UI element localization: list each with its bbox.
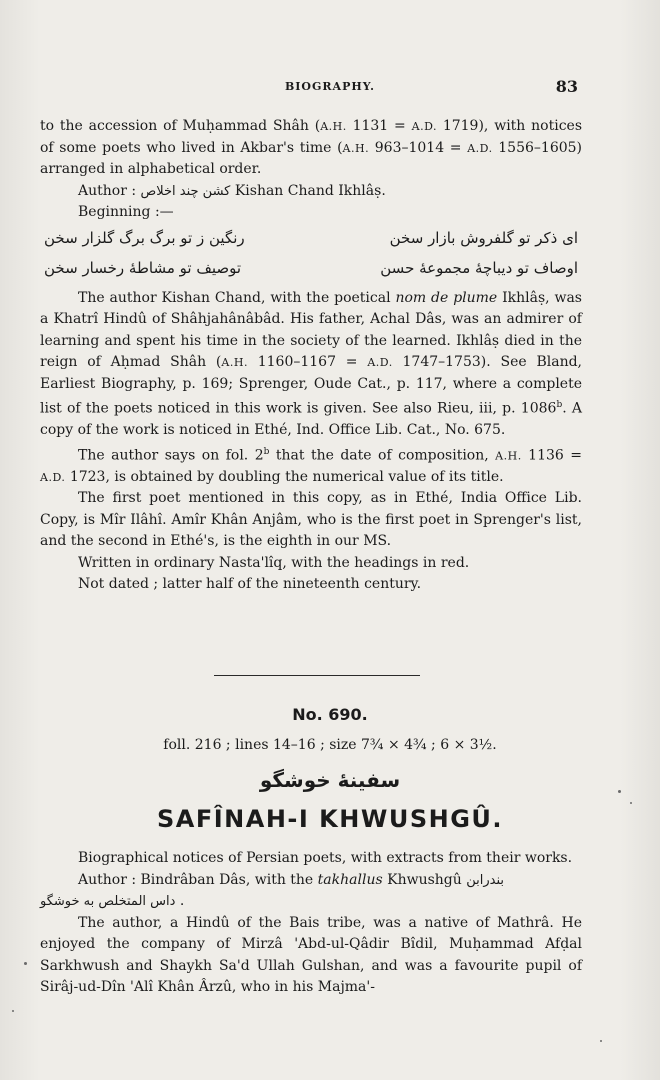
entry-author-line: Author : Bindrâban Dâs, with the takhallus Khwushgû بندرابن <box>78 871 504 888</box>
scan-speck <box>24 962 27 965</box>
paragraph-date: The author says on fol. 2$^b$ that the date of composition, A.H. 1136 = A.D. 1723, is obtained by doubling the numerical value of its title. <box>40 446 582 485</box>
paragraph-dated: Not dated ; latter half of the nineteenth century. <box>78 576 422 593</box>
entry-text <box>40 848 582 999</box>
entry-arabic-title: سفینهٔ خوشگو <box>259 768 401 792</box>
scan-speck <box>630 802 632 804</box>
running-title: BIOGRAPHY. <box>284 80 376 93</box>
scan-speck <box>618 790 621 793</box>
previous-entry-text <box>40 116 582 596</box>
paragraph-script: Written in ordinary Nasta'lîq, with the headings in red. <box>78 554 470 571</box>
paragraph-author-bio: The author Kishan Chand, with the poetical nom de plume Ikhlâṣ, was a Khatrî Hindû of Shâhjahânâbâd. His father, Achal Dâs, was an admirer of learning and spent his time in the society of the learned. Ikhlâṣ died in the reign of Aḥmad Shâh (A.H. 1160–1167 = A.D. 1747–1753). See Bland, Earliest Biography, p. 169; Sprenger, Oude Cat., p. 117, where a complete list of the poets noticed in this work is given. See also Rieu, iii, p. 1086$^b$. A copy of the work is noticed in Ethé, Ind. Office Lib. Cat., No. 675. <box>40 289 583 439</box>
page-header <box>0 77 660 99</box>
folio-info: foll. 216 ; lines 14–16 ; size 7¾ × 4¾ ; 6 × 3½. <box>163 737 497 753</box>
verse-line-2: اوصاف تو دیباچهٔ مجموعهٔ حسن توصیف تو مشاطهٔ رخسار سخن <box>44 258 578 277</box>
entry-description: Biographical notices of Persian poets, with extracts from their works. <box>78 850 573 866</box>
section-divider <box>214 675 420 676</box>
verse-line-1: ای ذکر تو گلفروش بازار سخن رنگین ز تو برگ برگ گلزار سخن <box>44 228 578 247</box>
beginning-label: Beginning :— <box>78 204 174 220</box>
author-line: Author : کشن چند اخلاص Kishan Chand Ikhlâṣ. <box>78 182 386 199</box>
entry-author-arabic: داس المتخلص به خوشگو . <box>40 893 185 909</box>
scan-speck <box>12 1010 14 1012</box>
paragraph-first-poet: The first poet mentioned in this copy, as in Ethé, India Office Lib. Copy, is Mîr Ilâhî. Amîr Khân Anjâm, who is the first poet in Sprenger's list, and the second in Ethé's, is the eighth in our MS. <box>40 490 582 550</box>
paragraph-accession: to the accession of Muḥammad Shâh (A.H. 1131 = A.D. 1719), with notices of some poets who lived in Akbar's time (A.H. 963–1014 = A.D. 1556–1605) arranged in alphabetical order. <box>40 118 583 177</box>
entry-paragraph: The author, a Hindû of the Bais tribe, was a native of Mathrâ. He enjoyed the company of Mirzâ 'Abd-ul-Qâdir Bîdil, Muḥammad Afḍal Sarkhwush and Shaykh Sa'd Ullah Gulshan, and was a favourite pupil of Sirâj-ud-Dîn 'Alî Khân Ârzû, who in his Majma'- <box>40 914 582 995</box>
entry-number: No. 690. <box>292 705 368 724</box>
page-number: 83 <box>555 77 578 96</box>
entry-title: SAFÎNAH-I KHWUSHGÛ. <box>157 805 503 833</box>
scan-speck <box>600 1040 602 1042</box>
